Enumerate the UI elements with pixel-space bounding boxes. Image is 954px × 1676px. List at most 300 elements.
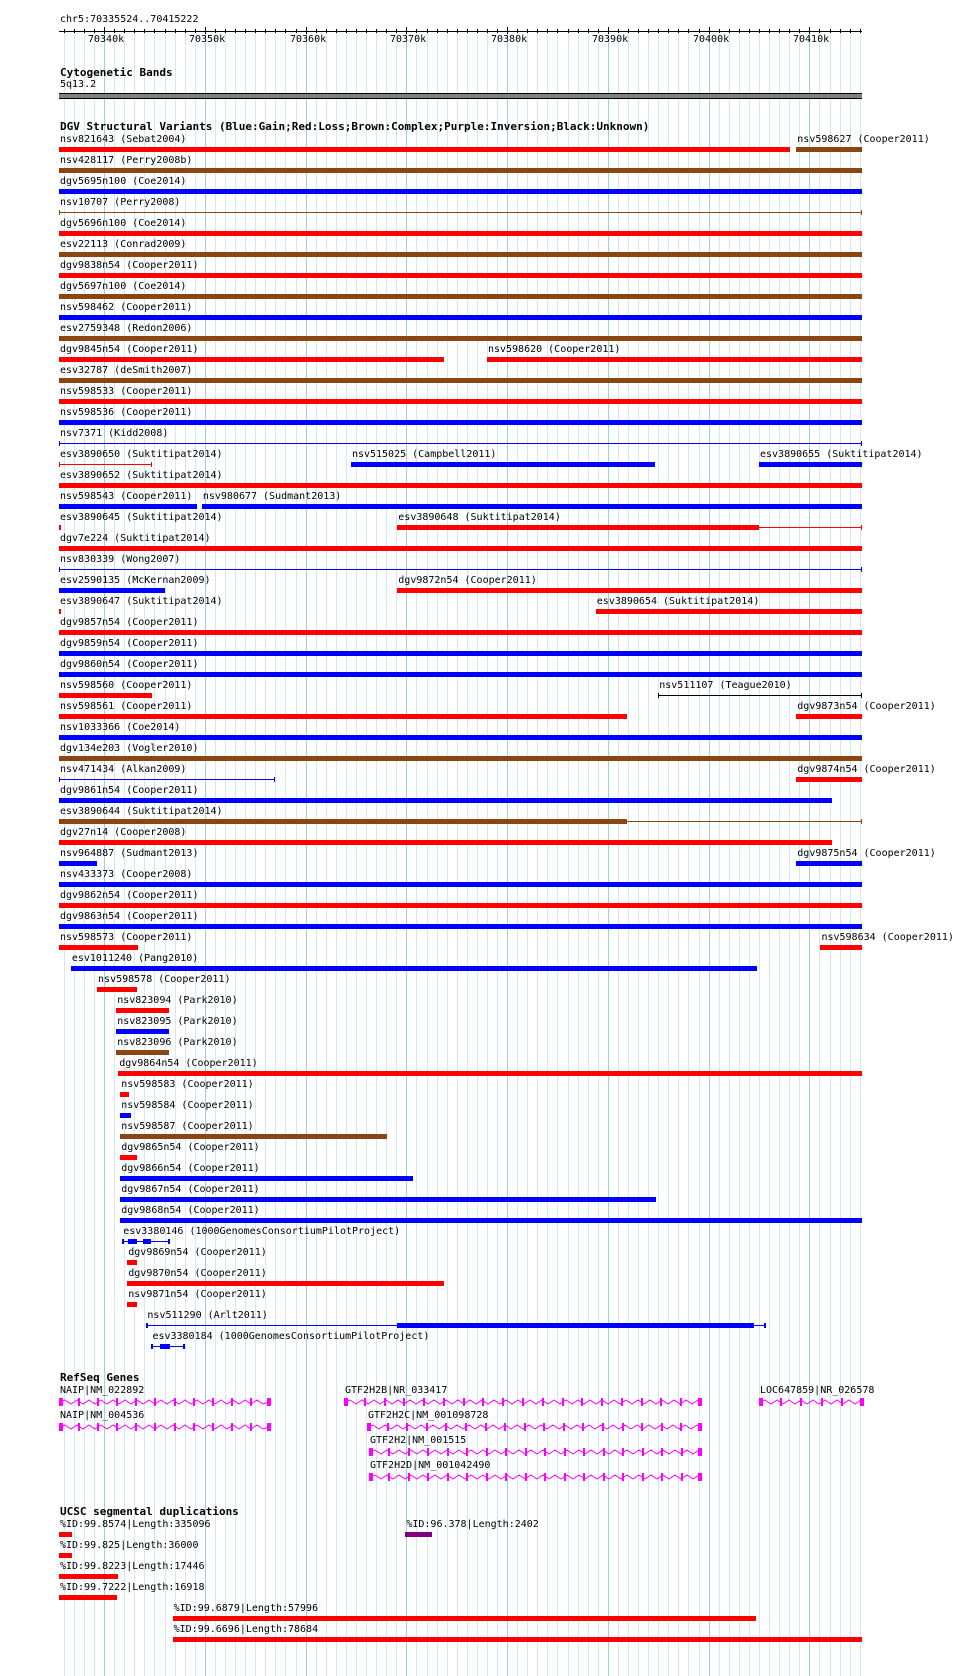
dgv-variant-bar[interactable] <box>59 735 862 740</box>
gene-exon <box>543 1423 545 1431</box>
dgv-variant-bar[interactable] <box>59 903 862 908</box>
dgv-variant-bar[interactable] <box>59 273 862 278</box>
dgv-variant-bar[interactable] <box>59 525 61 530</box>
gene-exon <box>564 1473 566 1481</box>
dgv-variant-label: nsv598584 (Cooper2011) <box>121 1100 254 1111</box>
dgv-variant-label: dgv9838n54 (Cooper2011) <box>60 260 199 271</box>
ruler-major-tick <box>104 27 105 34</box>
gene-exon <box>622 1423 624 1431</box>
gene-exon <box>582 1423 584 1431</box>
ruler-minor-tick <box>769 29 770 33</box>
gene-exon <box>423 1398 425 1406</box>
gene-exon <box>821 1398 823 1406</box>
gene-exon <box>485 1423 487 1431</box>
ruler-minor-tick <box>124 29 125 33</box>
dgv-variant-label: dgv9873n54 (Cooper2011) <box>797 701 936 712</box>
dgv-variant-bar[interactable] <box>59 336 862 341</box>
dgv-variant-label: nsv830339 (Wong2007) <box>60 554 181 565</box>
gene-exon <box>463 1398 465 1406</box>
dgv-variant-label: nsv598587 (Cooper2011) <box>121 1121 254 1132</box>
dgv-variant-label: dgv9875n54 (Cooper2011) <box>797 848 936 859</box>
gene-exon <box>447 1448 449 1456</box>
dgv-variant-bar[interactable] <box>59 819 627 824</box>
refseq-gene-label: GTF2H2|NM_001515 <box>370 1435 467 1446</box>
dgv-variant-bar[interactable] <box>59 609 61 614</box>
ruler-minor-tick <box>326 29 327 33</box>
gene-intron-line <box>59 1400 269 1404</box>
dgv-variant-bar[interactable] <box>796 147 862 152</box>
dgv-variant-block[interactable] <box>397 1323 754 1328</box>
dgv-variant-label: nsv598462 (Cooper2011) <box>60 302 193 313</box>
gene-exon <box>445 1423 447 1431</box>
dgv-variant-end-cap <box>861 210 862 215</box>
ruler-tick-label: 70380k <box>491 34 528 45</box>
dgv-variant-bar[interactable] <box>59 168 862 173</box>
dgv-variant-bar[interactable] <box>59 315 862 320</box>
dgv-variant-label: nsv471434 (Alkan2009) <box>60 764 187 775</box>
segdup-bar[interactable] <box>405 1532 432 1537</box>
gene-exon <box>522 1398 524 1406</box>
ruler-minor-tick <box>296 29 297 33</box>
dgv-variant-label: dgv134e203 (Vogler2010) <box>60 743 199 754</box>
dgv-variant-bar[interactable] <box>59 212 862 213</box>
dgv-variant-bar[interactable] <box>59 569 862 570</box>
dgv-variant-label: esv3380146 (1000GenomesConsortiumPilotProject) <box>123 1226 401 1237</box>
ruler-minor-tick <box>74 29 75 33</box>
dgv-variant-bar[interactable] <box>59 693 152 698</box>
segdup-label: %ID:99.7222|Length:16918 <box>60 1582 205 1593</box>
dgv-variant-bar[interactable] <box>120 1218 862 1223</box>
dgv-variant-label: nsv10707 (Perry2008) <box>60 197 181 208</box>
dgv-variant-label: esv22113 (Conrad2009) <box>60 239 187 250</box>
ruler-minor-tick <box>739 29 740 33</box>
ruler-minor-tick <box>235 29 236 33</box>
ruler-minor-tick <box>447 29 448 33</box>
ruler-minor-tick <box>779 29 780 33</box>
gene-exon <box>486 1473 488 1481</box>
gene-exon <box>193 1423 195 1431</box>
gene-exon <box>581 1398 583 1406</box>
ruler-minor-tick <box>557 29 558 33</box>
gene-exon <box>267 1423 271 1431</box>
ruler-minor-tick <box>215 29 216 33</box>
ruler-minor-tick <box>568 29 569 33</box>
ruler-minor-tick <box>638 29 639 33</box>
refseq-gene-label: NAIP|NM_004536 <box>60 1410 145 1421</box>
dgv-variant-bar[interactable] <box>59 882 862 887</box>
ruler-major-tick <box>205 27 206 34</box>
dgv-variant-bar[interactable] <box>116 1029 169 1034</box>
dgv-variant-end-cap <box>59 210 60 215</box>
dgv-variant-block[interactable] <box>764 1323 766 1328</box>
refseq-gene-label: NAIP|NM_022892 <box>60 1385 145 1396</box>
gene-exon <box>661 1448 663 1456</box>
dgv-variant-bar[interactable] <box>116 1050 169 1055</box>
gene-exon <box>135 1398 137 1406</box>
dgv-variant-label: esv32787 (deSmith2007) <box>60 365 193 376</box>
dgv-variant-bar[interactable] <box>59 779 275 780</box>
gene-intron-line <box>369 1475 700 1479</box>
gene-exon <box>780 1398 782 1406</box>
dgv-variant-label: nsv964887 (Sudmant2013) <box>60 848 199 859</box>
ruler-minor-tick <box>668 29 669 33</box>
segdup-label: %ID:99.6696|Length:78684 <box>173 1624 319 1635</box>
gene-exon <box>841 1398 843 1406</box>
dgv-variant-bar[interactable] <box>59 924 862 929</box>
gene-exon <box>698 1398 702 1406</box>
dgv-variant-label: nsv598634 (Cooper2011) <box>821 932 954 943</box>
gene-exon <box>154 1398 156 1406</box>
gene-exon <box>466 1473 468 1481</box>
dgv-variant-bar[interactable] <box>118 1071 862 1076</box>
segdup-bar[interactable] <box>173 1637 862 1642</box>
gene-exon <box>250 1423 252 1431</box>
ruler-minor-tick <box>487 29 488 33</box>
ruler-minor-tick <box>225 29 226 33</box>
segdup-bar[interactable] <box>59 1532 72 1537</box>
ruler-minor-tick <box>165 29 166 33</box>
dgv-variant-bar[interactable] <box>59 147 790 152</box>
segdup-bar[interactable] <box>173 1616 756 1621</box>
ruler-minor-tick <box>427 29 428 33</box>
gene-exon <box>212 1398 214 1406</box>
gene-exon <box>641 1423 643 1431</box>
dgv-variant-bar[interactable] <box>397 525 759 530</box>
dgv-variant-end-cap <box>861 819 862 824</box>
gene-exon <box>78 1398 80 1406</box>
gene-exon <box>622 1473 624 1481</box>
ruler-major-tick <box>809 27 810 34</box>
dgv-variant-bar[interactable] <box>59 357 444 362</box>
dgv-variant-end-cap <box>658 693 659 698</box>
gene-exon <box>486 1448 488 1456</box>
dgv-variant-bar[interactable] <box>202 504 862 509</box>
dgv-variant-bar[interactable] <box>59 546 862 551</box>
gene-exon <box>602 1423 604 1431</box>
dgv-variant-bar[interactable] <box>59 252 862 257</box>
dgv-variant-label: nsv511107 (Teague2010) <box>659 680 792 691</box>
dgv-variant-label: nsv1033366 (Coe2014) <box>60 722 181 733</box>
dgv-variant-bar[interactable] <box>120 1092 129 1097</box>
gene-exon <box>364 1398 366 1406</box>
locus-label: chr5:70335524..70415222 <box>60 14 199 25</box>
dgv-variant-tail <box>627 821 862 822</box>
ruler-minor-tick <box>336 29 337 33</box>
dgv-variant-bar[interactable] <box>596 609 862 614</box>
dgv-variant-tail <box>759 527 862 528</box>
ruler-minor-tick <box>729 29 730 33</box>
gene-exon <box>384 1398 386 1406</box>
dgv-variant-end-cap <box>59 777 60 782</box>
ruler-minor-tick <box>759 29 760 33</box>
gene-exon <box>860 1398 864 1406</box>
dgv-variant-label: esv3890647 (Suktitipat2014) <box>60 596 223 607</box>
gene-exon <box>601 1398 603 1406</box>
gene-exon <box>427 1448 429 1456</box>
dgv-variant-bar[interactable] <box>71 966 757 971</box>
dgv-variant-bar[interactable] <box>59 420 862 425</box>
dgv-variant-label: esv3890655 (Suktitipat2014) <box>760 449 923 460</box>
gene-exon <box>403 1398 405 1406</box>
gene-exon <box>267 1398 271 1406</box>
gene-exon <box>369 1473 373 1481</box>
dgv-variant-bar[interactable] <box>59 231 862 236</box>
gene-exon <box>408 1473 410 1481</box>
ruler-minor-tick <box>527 29 528 33</box>
dgv-variant-label: dgv9845n54 (Cooper2011) <box>60 344 199 355</box>
dgv-variant-end-cap <box>59 441 60 446</box>
dgv-variant-bar[interactable] <box>120 1113 131 1118</box>
dgv-variant-block[interactable] <box>168 1239 170 1244</box>
gene-exon <box>564 1448 566 1456</box>
ruler-minor-tick <box>265 29 266 33</box>
dgv-variant-block[interactable] <box>122 1239 124 1244</box>
dgv-variant-bar[interactable] <box>796 714 862 719</box>
dgv-variant-label: nsv598583 (Cooper2011) <box>121 1079 254 1090</box>
gene-exon <box>116 1398 118 1406</box>
gene-exon <box>154 1423 156 1431</box>
ruler-minor-tick <box>64 29 65 33</box>
ruler-minor-tick <box>860 29 861 33</box>
dgv-variant-bar[interactable] <box>820 945 862 950</box>
gene-exon <box>387 1423 389 1431</box>
cytoband-title: Cytogenetic Bands <box>60 66 173 79</box>
dgv-variant-bar[interactable] <box>59 399 862 404</box>
gene-exon <box>482 1398 484 1406</box>
dgv-variant-bar[interactable] <box>59 945 138 950</box>
gene-exon <box>250 1398 252 1406</box>
gene-exon <box>505 1448 507 1456</box>
segdup-label: %ID:99.825|Length:36000 <box>60 1540 199 1551</box>
refseq-gene-label: GTF2H2B|NR_033417 <box>345 1385 448 1396</box>
refseq-gene-model[interactable] <box>369 1447 700 1457</box>
gene-exon <box>466 1448 468 1456</box>
dgv-variant-label: dgv5697n100 (Coe2014) <box>60 281 187 292</box>
dgv-variant-bar[interactable] <box>59 672 862 677</box>
ruler-minor-tick <box>618 29 619 33</box>
dgv-variant-bar[interactable] <box>59 714 627 719</box>
ruler-minor-tick <box>628 29 629 33</box>
dgv-variant-block[interactable] <box>143 1239 151 1244</box>
dgv-variant-label: nsv7371 (Kidd2008) <box>60 428 169 439</box>
dgv-variant-bar[interactable] <box>796 861 862 866</box>
gene-exon <box>369 1448 373 1456</box>
dgv-variant-bar[interactable] <box>59 443 862 444</box>
dgv-variant-label: dgv9861n54 (Cooper2011) <box>60 785 199 796</box>
dgv-variant-label: dgv5695n100 (Coe2014) <box>60 176 187 187</box>
gene-exon <box>443 1398 445 1406</box>
dgv-variant-label: nsv823094 (Park2010) <box>117 995 238 1006</box>
dgv-variant-label: esv2590135 (McKernan2009) <box>60 575 211 586</box>
dgv-variant-label: nsv823095 (Park2010) <box>117 1016 238 1027</box>
dgv-variant-bar[interactable] <box>127 1302 137 1307</box>
ruler-axis <box>59 31 862 32</box>
dgv-variant-bar[interactable] <box>120 1176 413 1181</box>
dgv-variant-label: dgv9860n54 (Cooper2011) <box>60 659 199 670</box>
dgv-variant-label: dgv5696n100 (Coe2014) <box>60 218 187 229</box>
refseq-gene-model[interactable] <box>369 1472 700 1482</box>
ruler-minor-tick <box>386 29 387 33</box>
dgv-variant-label: nsv821643 (Sebat2004) <box>60 134 187 145</box>
ruler-tick-label: 70350k <box>189 34 226 45</box>
ruler-tick-label: 70340k <box>88 34 125 45</box>
ruler-minor-tick <box>154 29 155 33</box>
segdup-bar[interactable] <box>59 1553 72 1558</box>
ruler-minor-tick <box>830 29 831 33</box>
ruler-minor-tick <box>749 29 750 33</box>
dgv-variant-bar[interactable] <box>59 840 832 845</box>
dgv-variant-end-cap <box>274 777 275 782</box>
refseq-gene-model[interactable] <box>59 1422 269 1432</box>
gene-exon <box>174 1398 176 1406</box>
gene-exon <box>465 1423 467 1431</box>
gene-exon <box>562 1398 564 1406</box>
ruler-minor-tick <box>195 29 196 33</box>
gene-exon <box>525 1448 527 1456</box>
dgv-variant-bar[interactable] <box>59 464 152 465</box>
segdup-bar[interactable] <box>59 1595 117 1600</box>
dgv-variant-bar[interactable] <box>397 588 862 593</box>
ruler-minor-tick <box>185 29 186 33</box>
ruler-minor-tick <box>175 29 176 33</box>
dgv-variant-bar[interactable] <box>127 1260 137 1265</box>
refseq-gene-model[interactable] <box>344 1397 700 1407</box>
refseq-gene-model[interactable] <box>759 1397 862 1407</box>
gene-exon <box>344 1398 348 1406</box>
dgv-variant-bar[interactable] <box>59 756 862 761</box>
ruler-minor-tick <box>719 29 720 33</box>
segdup-bar[interactable] <box>59 1574 118 1579</box>
gene-intron-line <box>59 1425 269 1429</box>
ruler-minor-tick <box>366 29 367 33</box>
ruler-tick-label: 70390k <box>592 34 629 45</box>
dgv-variant-label: nsv980677 (Sudmant2013) <box>202 491 342 502</box>
refseq-gene-model[interactable] <box>367 1422 700 1432</box>
dgv-variant-label: nsv9871n54 (Cooper2011) <box>128 1289 267 1300</box>
dgv-variant-bar[interactable] <box>59 798 832 803</box>
gene-exon <box>544 1448 546 1456</box>
ruler-minor-tick <box>850 29 851 33</box>
gene-exon <box>426 1423 428 1431</box>
gene-exon <box>447 1473 449 1481</box>
dgv-variant-bar[interactable] <box>59 504 197 509</box>
ruler-minor-tick <box>134 29 135 33</box>
dgv-variant-label: nsv598627 (Cooper2011) <box>797 134 930 145</box>
ruler-minor-tick <box>678 29 679 33</box>
dgv-variant-block[interactable] <box>128 1239 137 1244</box>
dgv-variant-label: dgv9874n54 (Cooper2011) <box>797 764 936 775</box>
dgv-variant-bar[interactable] <box>116 1008 169 1013</box>
dgv-variant-label: nsv433373 (Cooper2008) <box>60 869 193 880</box>
dgv-variant-label: nsv598578 (Cooper2011) <box>98 974 231 985</box>
dgv-variant-block[interactable] <box>151 1344 153 1349</box>
dgv-variant-label: dgv9868n54 (Cooper2011) <box>121 1205 260 1216</box>
dgv-variant-label: nsv515025 (Campbell2011) <box>351 449 497 460</box>
ruler-tick-label: 70410k <box>793 34 830 45</box>
gene-exon <box>59 1423 63 1431</box>
gene-exon <box>681 1448 683 1456</box>
dgv-variant-bar[interactable] <box>59 189 862 194</box>
dgv-variant-bar[interactable] <box>658 695 862 696</box>
gene-exon <box>78 1423 80 1431</box>
dgv-variant-label: nsv598560 (Cooper2011) <box>60 680 193 691</box>
dgv-variant-label: esv3890648 (Suktitipat2014) <box>398 512 561 523</box>
gene-exon <box>661 1473 663 1481</box>
dgv-variant-bar[interactable] <box>59 483 862 488</box>
segdup-label: %ID:99.6879|Length:57996 <box>173 1603 319 1614</box>
dgv-variant-bar[interactable] <box>59 651 862 656</box>
dgv-variant-bar[interactable] <box>97 987 137 992</box>
ruler-minor-tick <box>376 29 377 33</box>
dgv-variant-bar[interactable] <box>120 1155 137 1160</box>
dgv-variant-bar[interactable] <box>59 378 862 383</box>
refseq-gene-model[interactable] <box>59 1397 269 1407</box>
dgv-variant-label: nsv511290 (Arlt2011) <box>147 1310 268 1321</box>
gene-intron-line <box>759 1400 862 1404</box>
refseq-gene-label: GTF2H2C|NM_001098728 <box>368 1410 489 1421</box>
dgv-variant-bar[interactable] <box>59 630 862 635</box>
dgv-variant-end-cap <box>861 567 862 572</box>
gene-exon <box>97 1423 99 1431</box>
gene-exon <box>681 1473 683 1481</box>
ruler-tick-label: 70400k <box>693 34 730 45</box>
ruler-minor-tick <box>416 29 417 33</box>
refseq-gene-label: LOC647859|NR_026578 <box>760 1385 875 1396</box>
ruler-major-tick <box>608 27 609 34</box>
dgv-variant-label: nsv598620 (Cooper2011) <box>487 344 621 355</box>
dgv-variant-bar[interactable] <box>120 1197 656 1202</box>
dgv-variant-block[interactable] <box>183 1344 185 1349</box>
dgv-variant-block[interactable] <box>146 1323 148 1328</box>
gene-exon <box>698 1423 702 1431</box>
gene-exon <box>427 1473 429 1481</box>
gene-exon <box>406 1423 408 1431</box>
dgv-variant-bar[interactable] <box>59 588 165 593</box>
dgv-variant-bar[interactable] <box>759 462 862 467</box>
gene-exon <box>502 1398 504 1406</box>
dgv-variant-label: esv3890645 (Suktitipat2014) <box>60 512 223 523</box>
gene-exon <box>505 1473 507 1481</box>
dgv-variant-label: nsv598536 (Cooper2011) <box>60 407 193 418</box>
ruler-minor-tick <box>547 29 548 33</box>
ruler-minor-tick <box>437 29 438 33</box>
dgv-variant-block[interactable] <box>160 1344 170 1349</box>
ruler-minor-tick <box>94 29 95 33</box>
gene-exon <box>135 1423 137 1431</box>
ruler-minor-tick <box>144 29 145 33</box>
ruler-minor-tick <box>658 29 659 33</box>
dgv-variant-bar[interactable] <box>59 861 97 866</box>
dgv-variant-end-cap <box>861 441 862 446</box>
dgv-variant-bar[interactable] <box>351 462 655 467</box>
dgv-variant-bar[interactable] <box>127 1281 444 1286</box>
gene-intron-line <box>367 1425 700 1429</box>
gene-exon <box>116 1423 118 1431</box>
dgv-variant-label: nsv428117 (Perry2008b) <box>60 155 193 166</box>
dgv-variant-bar[interactable] <box>796 777 862 782</box>
dgv-variant-label: esv3890650 (Suktitipat2014) <box>60 449 223 460</box>
dgv-variant-label: dgv9863n54 (Cooper2011) <box>60 911 199 922</box>
dgv-variant-bar[interactable] <box>120 1134 387 1139</box>
cytoband-bar[interactable] <box>59 93 862 99</box>
dgv-variant-bar[interactable] <box>487 357 862 362</box>
gene-exon <box>367 1423 371 1431</box>
ruler-minor-tick <box>477 29 478 33</box>
dgv-variant-label: dgv9870n54 (Cooper2011) <box>128 1268 267 1279</box>
dgv-variant-bar[interactable] <box>59 294 862 299</box>
ruler-major-tick <box>306 27 307 34</box>
ruler-minor-tick <box>789 29 790 33</box>
